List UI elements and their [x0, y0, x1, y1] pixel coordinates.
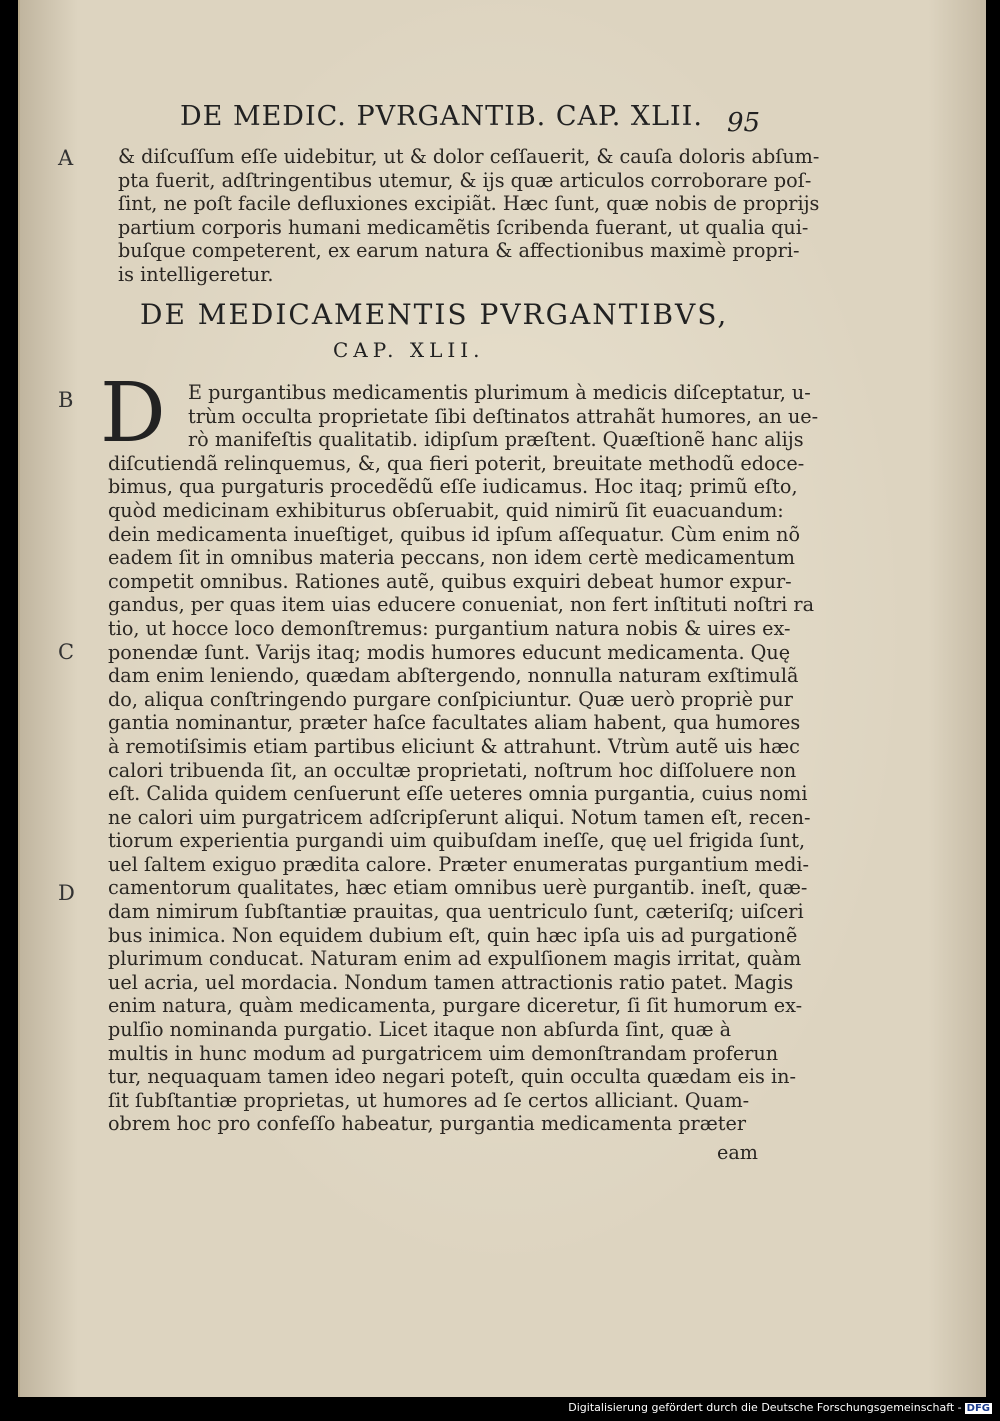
text-line: calori tribuenda ſit, an occultæ proprietati, noſtrum hoc diſſoluere non [108, 758, 797, 782]
text-line: dam nimirum ſubſtantiæ prauitas, qua uentriculo ſunt, cæteriſq; uiſceri [108, 900, 804, 924]
text-line: ne calori uim purgatricem adſcripſerunt aliqui. Notum tamen eſt, recen- [108, 805, 811, 829]
footer-text: Digitalisierung gefördert durch die Deutsche Forschungsgemeinschaft - [568, 1401, 962, 1414]
text-line: do, aliqua conſtringendo purgare conſpiciuntur. Quæ uerò propriè pur [108, 687, 793, 711]
chapter-body-text [108, 381, 819, 1136]
drop-capital: D [100, 366, 166, 461]
chapter-number: CAP. XLII. [333, 338, 485, 362]
margin-letter-c: C [58, 640, 75, 664]
catchword-line [108, 1141, 758, 1165]
catchword: eam [717, 1141, 758, 1164]
footer-credit [568, 1401, 992, 1414]
text-line: uel ſaltem exiguo prædita calore. Præter enumeratas purgantium medi- [108, 852, 809, 876]
page-number: 95 [727, 108, 761, 138]
text-line: partium corporis humani medicamẽtis ſcribenda fuerant, ut qualia qui- [118, 215, 809, 239]
text-line: uel acria, uel mordacia. Nondum tamen attractionis ratio patet. Magis [108, 970, 794, 994]
text-line: obrem hoc pro confeſſo habeatur, purgantia medicamenta præter [108, 1112, 747, 1136]
text-line: dam enim leniendo, quædam abſtergendo, nonnulla naturam exſtimulã [108, 664, 799, 688]
text-line: & diſcuſſum eſſe uidebitur, ut & dolor ceſſauerit, & cauſa doloris abſum- [118, 145, 820, 168]
text-line: pta fuerit, adſtringentibus utemur, & ijs quæ articulos corroborare poſ- [118, 168, 812, 192]
chapter-title: DE MEDICAMENTIS PVRGANTIBVS, [140, 298, 729, 331]
text-line: bimus, qua purgaturis procedẽdũ eſſe iudicamus. Hoc itaq; primũ eſto, [108, 475, 798, 499]
text-line: tio, ut hocce loco demonſtremus: purgantium natura nobis & uires ex- [108, 616, 791, 640]
previous-section-text [118, 145, 820, 287]
text-line: E purgantibus medicamentis plurimum à medicis diſceptatur, u- [188, 381, 811, 404]
text-line: rò manifeſtis qualitatib. idipſum præſtent. Quæſtionẽ hanc alijs [188, 428, 804, 452]
text-line: tiorum experientia purgandi uim quibuſdam ineſſe, quę uel frigida ſunt, [108, 829, 806, 853]
text-line: ſit ſubſtantiæ proprietas, ut humores ad ſe certos alliciant. Quam- [108, 1088, 750, 1112]
text-line: à remotiſsimis etiam partibus eliciunt & attrahunt. Vtrùm autẽ uis hæc [108, 734, 800, 758]
text-line: multis in hunc modum ad purgatricem uim demonſtrandam proferun [108, 1041, 779, 1065]
dfg-logo: DFG [966, 1403, 990, 1414]
text-line: trùm occulta proprietate ſibi deſtinatos attrahãt humores, an ue- [188, 404, 819, 428]
text-line: gantia nominantur, præter haſce facultates aliam habent, qua humores [108, 711, 801, 735]
text-line: eadem ſit in omnibus materia peccans, non idem certè medicamentum [108, 546, 795, 570]
text-line: ſint, ne poſt facile defluxiones excipiãt. Hæc ſunt, quæ nobis de proprijs [118, 192, 820, 216]
text-line: diſcutiendã relinquemus, &, qua fieri poterit, breuitate methodũ edoce- [108, 451, 805, 475]
text-line: dein medicamenta inueſtiget, quibus id ipſum aſſequatur. Cùm enim nõ [108, 522, 801, 546]
margin-letter-a: A [58, 146, 74, 170]
margin-letter-b: B [58, 388, 74, 412]
text-line: plurimum conducat. Naturam enim ad expulſionem magis irritat, quàm [108, 947, 802, 971]
text-line: competit omnibus. Rationes autẽ, quibus exquiri debeat humor expur- [108, 569, 792, 593]
text-line: enim natura, quàm medicamenta, purgare diceretur, ſi ſit humorum ex- [108, 994, 803, 1018]
text-line: camentorum qualitates, hæc etiam omnibus uerè purgantib. ineſt, quæ- [108, 876, 808, 900]
running-head: DE MEDIC. PVRGANTIB. CAP. XLII. [180, 101, 703, 132]
text-line: eſt. Calida quidem cenſuerunt eſſe ueteres omnia purgantia, cuius nomi [108, 782, 808, 806]
text-line: buſque competerent, ex earum natura & affectionibus maximè propri- [118, 239, 800, 263]
text-line: bus inimica. Non equidem dubium eſt, quin hæc ipſa uis ad purgationẽ [108, 923, 798, 947]
text-line: ponendæ ſunt. Varijs itaq; modis humores educunt medicamenta. Quę [108, 640, 791, 664]
margin-letter-d: D [58, 881, 75, 905]
text-line: gandus, per quas item uias educere conueniat, non fert inſtituti noſtri ra [108, 593, 815, 617]
text-line: is intelligeretur. [118, 262, 274, 286]
text-line: pulſio nominanda purgatio. Licet itaque non abſurda ſint, quæ à [108, 1018, 732, 1042]
text-line: tur, nequaquam tamen ideo negari poteſt, quin occulta quædam eis in- [108, 1065, 796, 1089]
text-line: quòd medicinam exhibiturus obſeruabit, quid nimirũ ſit euacuandum: [108, 498, 784, 522]
